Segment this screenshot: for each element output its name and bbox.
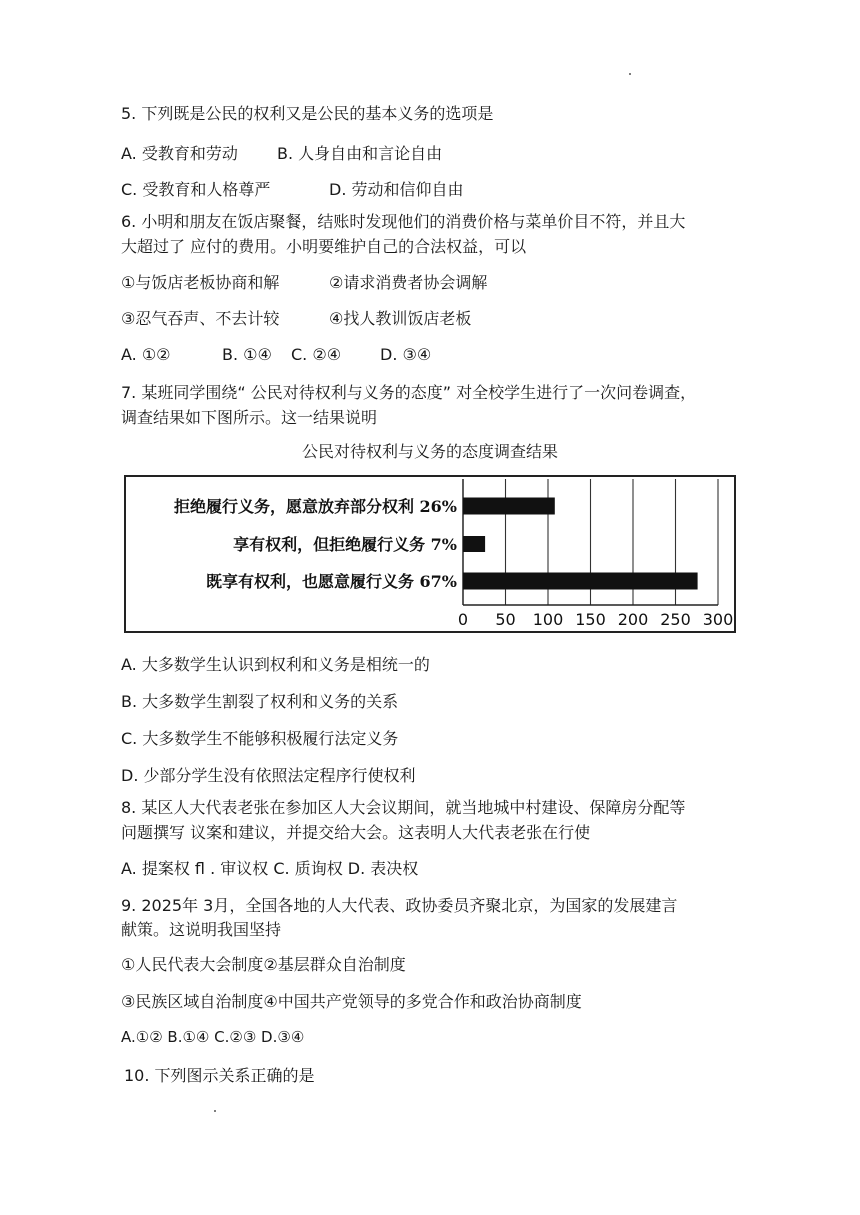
q6-option-c: C. ②④ [291, 345, 342, 364]
q6-item-1: ①与饭店老板协商和解 [121, 273, 280, 292]
q7-stem-line2: 调查结果如下图所示。这一结果说明 [121, 408, 378, 427]
q9-stem-line1: 9. 2025年 3月，全国各地的人大代表、政协委员齐聚北京，为国家的发展建言 [121, 896, 678, 915]
x-tick-label: 100 [532, 610, 564, 629]
x-tick-label: 50 [495, 610, 516, 629]
q7-stem-line1: 7. 某班同学围绕“ 公民对待权利与义务的态度” 对全校学生进行了一次问卷调查， [121, 383, 697, 402]
q8-options: A. 提案权 fl . 审议权 C. 质询权 D. 表决权 [121, 859, 419, 878]
bar [463, 536, 485, 552]
q6-option-b: B. ①④ [222, 345, 272, 364]
q7-option-b: B. 大多数学生割裂了权利和义务的关系 [121, 692, 399, 711]
scan-dot [629, 73, 631, 75]
bar [463, 498, 555, 515]
scan-dot [214, 1110, 216, 1112]
q6-stem-line1: 6. 小明和朋友在饭店聚餐，结账时发现他们的消费价格与菜单价目不符，并且大 [121, 212, 686, 231]
q9-items-line2: ③民族区域自治制度④中国共产党领导的多党合作和政治协商制度 [121, 992, 582, 1011]
x-tick-label: 150 [575, 610, 606, 629]
chart-svg [126, 477, 734, 631]
category-label: 既享有权利，也愿意履行义务 67% [205, 572, 457, 591]
q6-option-d: D. ③④ [380, 345, 432, 364]
q9-options: A.①② B.①④ C.②③ D.③④ [121, 1028, 305, 1046]
bar [463, 573, 698, 590]
q6-item-3: ③忍气吞声、不去计较 [121, 309, 280, 328]
q5-option-d: D. 劳动和信仰自由 [329, 180, 464, 199]
q5-option-b: B. 人身自由和言论自由 [277, 144, 443, 163]
x-tick-label: 250 [660, 610, 691, 629]
q6-item-4: ④找人教训饭店老板 [329, 309, 472, 328]
x-tick-label: 0 [457, 610, 469, 629]
chart-title: 公民对待权利与义务的态度调查结果 [301, 442, 558, 461]
category-label: 拒绝履行义务，愿意放弃部分权利 26% [173, 497, 457, 516]
q10-stem: 10. 下列图示关系正确的是 [124, 1066, 315, 1085]
x-tick-label: 300 [702, 610, 734, 629]
q7-option-d: D. 少部分学生没有依照法定程序行使权利 [121, 766, 416, 785]
q8-stem-line2: 问题撰写 议案和建议，并提交给大会。这表明人大代表老张在行使 [121, 823, 591, 842]
q5-option-c: C. 受教育和人格尊严 [121, 180, 271, 199]
q7-option-c: C. 大多数学生不能够积极履行法定义务 [121, 729, 399, 748]
q7-option-a: A. 大多数学生认识到权利和义务是相统一的 [121, 655, 430, 674]
q5-option-a: A. 受教育和劳动 [121, 144, 238, 163]
q5-stem: 5. 下列既是公民的权利又是公民的基本义务的选项是 [121, 104, 494, 123]
q6-stem-line2: 大超过了 应付的费用。小明要维护自己的合法权益，可以 [121, 237, 527, 256]
q6-item-2: ②请求消费者协会调解 [329, 273, 488, 292]
q8-stem-line1: 8. 某区人大代表老张在参加区人大会议期间，就当地城中村建设、保障房分配等 [121, 798, 686, 817]
q9-items-line1: ①人民代表大会制度②基层群众自治制度 [121, 955, 406, 974]
survey-bar-chart [124, 475, 736, 633]
x-tick-label: 200 [617, 610, 649, 629]
category-label: 享有权利，但拒绝履行义务 7% [233, 535, 457, 554]
q6-option-a: A. ①② [121, 345, 171, 364]
q9-stem-line2: 献策。这说明我国坚持 [121, 920, 282, 939]
